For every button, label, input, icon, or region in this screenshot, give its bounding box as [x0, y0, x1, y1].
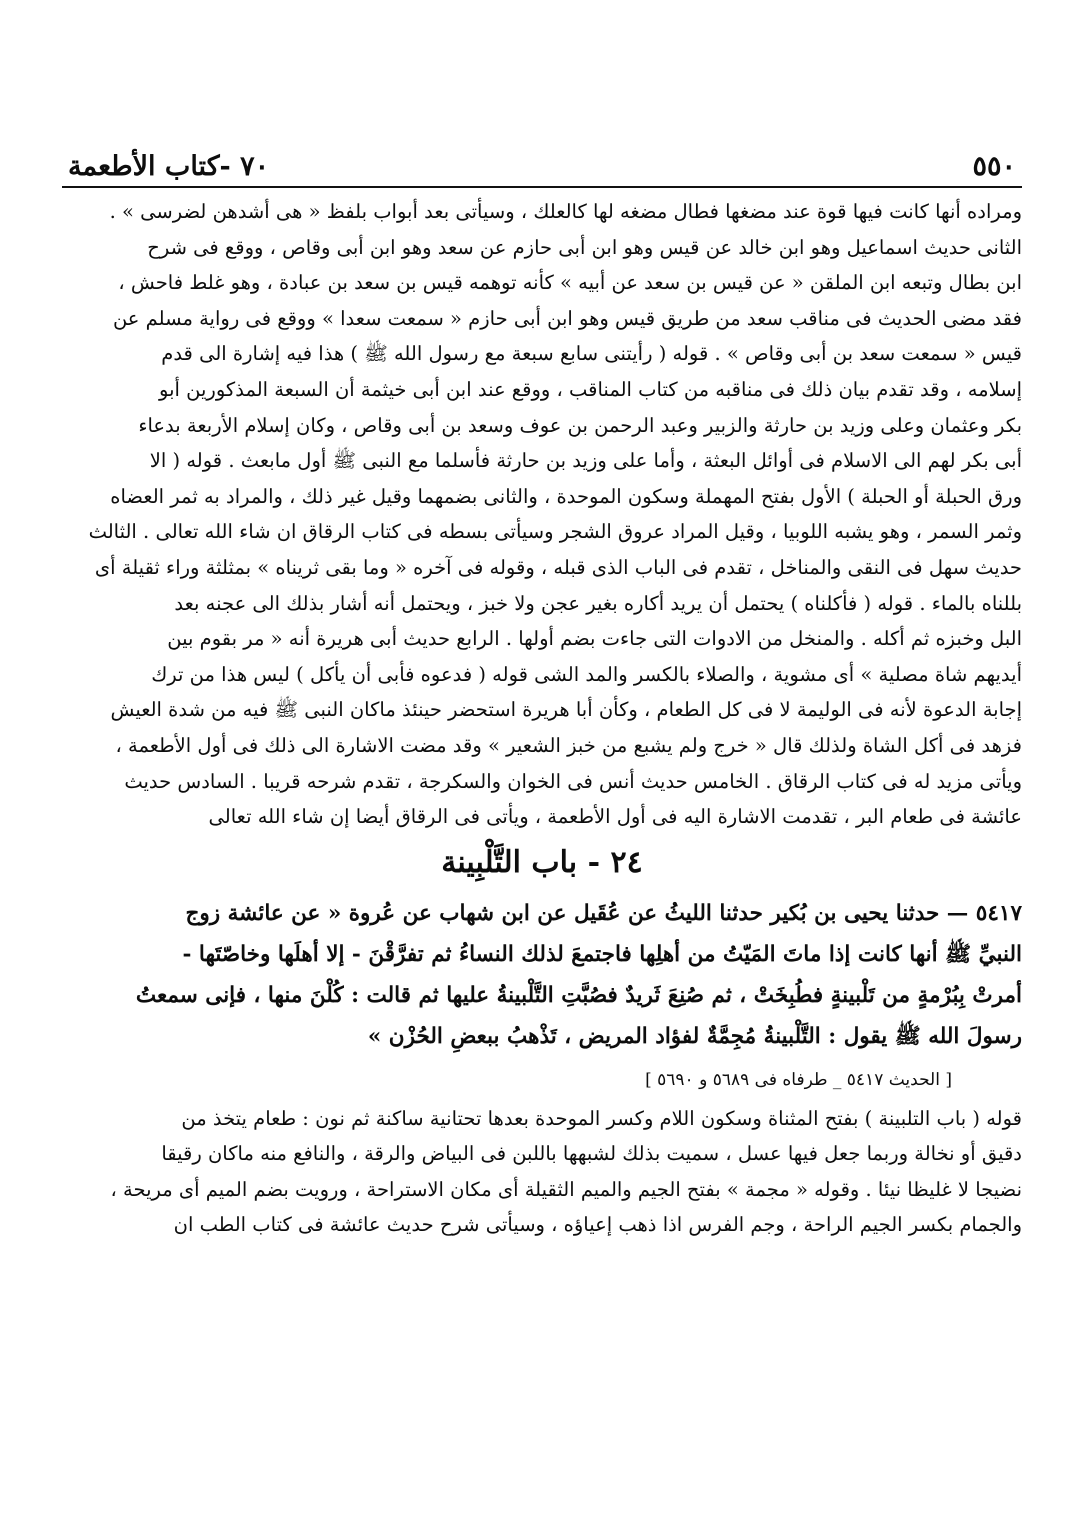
text-line: ابن بطال وتبعه ابن الملقن « عن قيس بن سعد عن أبيه » كأنه توهمه قيس بن سعد بن عبادة ، وهو غلط فاحش ، [118, 271, 1022, 295]
hadith-line: رسولَ الله ﷺ يقول : التَّلْبينةُ مُجِمَّةٌ لفؤاد المريض ، تَذْهبُ ببعضِ الحُزْن » [367, 1023, 1022, 1049]
text-line: دقيق أو نخالة وربما جعل فيها عسل ، سميت بذلك لشبهها باللبن فى البياض والرقة ، والنافع منه ماكان رقيقا [161, 1142, 1022, 1166]
hadith-line: أمرتْ بِبُرْمةٍ من تَلْبينةٍ فطُبِخَتْ ، ثم صُنِعَ ثَريدٌ فصُبَّتِ التَّلْبينةُ عليها ثم قالت : كُلْنَ منها ، فإنى سمعتُ [135, 982, 1022, 1008]
text-line: إجابة الدعوة لأنه فى الوليمة لا فى كل الطعام ، وكأن أبا هريرة استحضر حينئذ ماكان النبى ﷺ فيه من شدة العيش [110, 698, 1022, 722]
header-rule [62, 186, 1022, 188]
text-line: قيس « سمعت سعد بن أبى وقاص » . قوله ( رأيتنى سابع سبعة مع رسول الله ﷺ ) هذا فيه إشارة الى قدم [161, 342, 1022, 366]
text-line: بكر وعثمان وعلى وزيد بن حارثة والزبير وعبد الرحمن بن عوف وسعد بن أبى وقاص ، وكان إسلام الأربعة بدعاء [138, 413, 1022, 437]
hadith-block [62, 893, 1022, 1057]
text-line: أبى بكر لهم الى الاسلام فى أوائل البعثة ، وأما على وزيد بن حارثة فأسلما مع النبى ﷺ أول مابعث . قوله ( الا [149, 449, 1022, 473]
commentary-block [62, 194, 1022, 835]
running-chapter-title: ٧٠ -كتاب الأطعمة [68, 151, 270, 182]
text-line: إسلامه ، وقد تقدم بيان ذلك فى مناقبه من كتاب المناقب ، ووقع عند ابن أبى خيثمة أن السبعة المذكورين أبو [159, 377, 1022, 401]
text-line: فزهد فى أكل الشاة ولذلك قال « خرج ولم يشبع من خبز الشعير » وقد مضت الاشارة الى ذلك فى أول الأطعمة ، [115, 733, 1022, 757]
cross-reference: [ الحديث ٥٤١٧ _ طرفاه فى ٥٦٨٩ و ٥٦٩٠ ] [645, 1069, 952, 1090]
text-line: نضيجا لا غليظا نيئا . وقوله « مجمة » بفتح الجيم والميم الثقيلة أى مكان الاستراحة ، ورويت بضم الميم أى مريحة ، [110, 1177, 1022, 1201]
text-line: والجمام بكسر الجيم الراحة ، وجم الفرس اذا ذهب إعياؤه ، وسيأتى شرح حديث عائشة فى كتاب الطب ان [173, 1213, 1022, 1237]
hadith-line: ٥٤١٧ — حدثنا يحيى بن بُكير حدثنا الليثُ عن عُقَيل عن ابن شهاب عن عُروة « عن عائشة زوج [185, 900, 1022, 926]
text-line: البل وخبزه ثم أكله . والمنخل من الادوات التى جاءت بضم أولها . الرابع حديث أبى هريرة أنه « مر بقوم بين [167, 627, 1022, 651]
text-line: الثانى حديث اسماعيل وهو ابن خالد عن قيس وهو ابن أبى حازم عن سعد وهو ابن أبى وقاص ، ووقع فى شرح [147, 235, 1022, 259]
text-line: وثمر السمر ، وهو يشبه اللوبيا ، وقيل المراد عروق الشجر وسيأتى بسطه فى كتاب الرقاق ان شاء الله تعالى . الثالث [88, 520, 1022, 544]
page-header [62, 138, 1022, 182]
page-number: ٥٥٠ [972, 151, 1016, 182]
text-line: فقد مضى الحديث فى مناقب سعد من طريق قيس وهو ابن أبى حازم « سمعت سعدا » ووقع فى رواية مسلم عن [112, 306, 1022, 330]
text-line: ويأتى مزيد له فى كتاب الرقاق . الخامس حديث أنس فى الخوان والسكرجة ، تقدم شرحه قريبا . السادس حديث [124, 769, 1022, 793]
text-line: ومراده أنها كانت فيها قوة عند مضغها فطال مضغه لها كالعلك ، وسيأتى بعد أبواب بلفظ « هى أشدهن لضرسى » . [109, 200, 1022, 223]
book-page [62, 138, 1022, 1243]
text-line: ورق الحبلة أو الحبلة ) الأول بفتح المهملة وسكون الموحدة ، والثانى بضمهما وقيل غير ذلك ، والمراد به ثمر العضاه [110, 484, 1022, 508]
text-line: بللناه بالماء . قوله ( فأكلناه ) يحتمل أن يريد أكاره بغير عجن ولا خبز ، ويحتمل أنه أشار بذلك الى عجنه بعد [174, 591, 1022, 615]
text-line: عائشة فى طعام البر ، تقدمت الاشارة اليه فى أول الأطعمة ، ويأتى فى الرقاق أيضا إن شاء الله تعالى [208, 805, 1022, 829]
explanation-block [62, 1101, 1022, 1243]
hadith-line: النبيِّ ﷺ أنها كانت إذا ماتَ المَيّتُ من أهلِها فاجتمعَ لذلك النساءُ ثم تفرَّقْنَ - إلا أهلَها وخاصّتَها - [182, 941, 1022, 967]
chapter-heading: ٢٤ - باب التَّلْبِينة [441, 844, 643, 880]
text-line: حديث سهل فى النقى والمناخل ، تقدم فى الباب الذى قبله ، وقوله فى آخره « وما بقى ثريناه » بمثلثة وراء ثقيلة أى [94, 555, 1022, 579]
text-line: قوله ( باب التلبينة ) بفتح المثناة وسكون اللام وكسر الموحدة بعدها تحتانية ساكنة ثم نون : طعام يتخذ من [181, 1106, 1022, 1130]
text-line: أيديهم شاة مصلية » أى مشوية ، والصلاء بالكسر والمد الشى قوله ( فدعوه فأبى أن يأكل ) ليس هذا من ترك [151, 662, 1022, 686]
